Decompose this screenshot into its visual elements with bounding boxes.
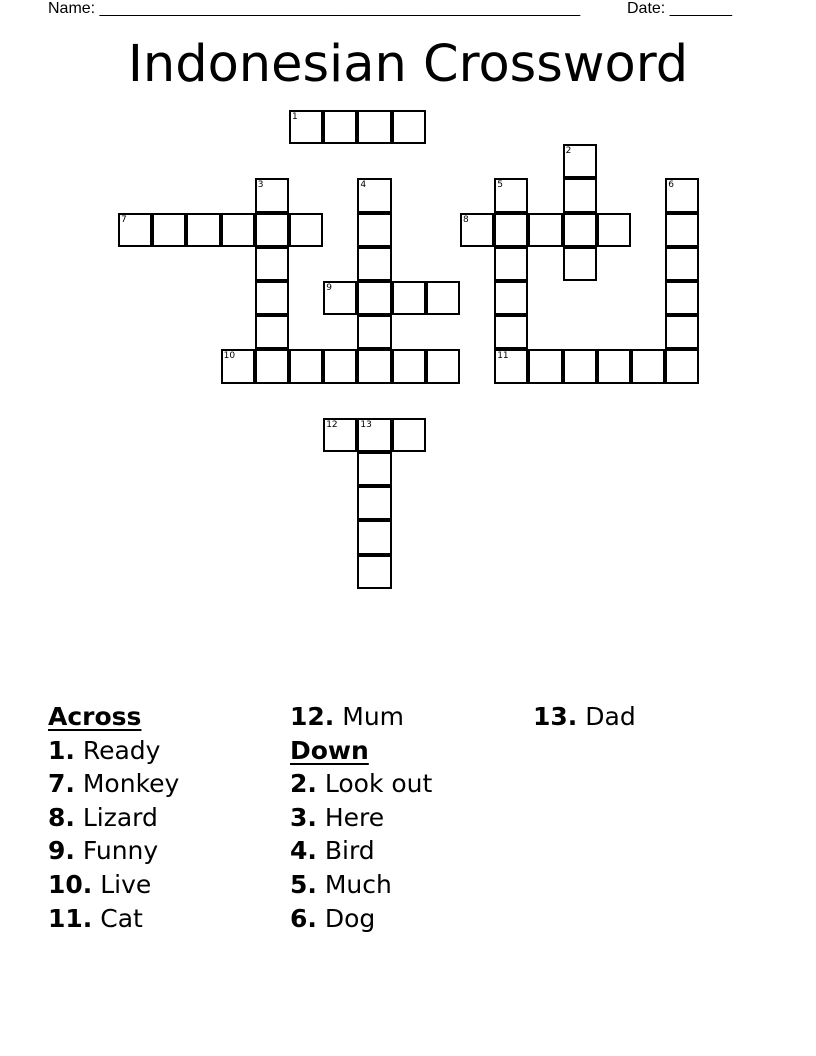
grid-cell[interactable] bbox=[528, 349, 562, 383]
clue-number: 9 bbox=[326, 283, 332, 293]
grid-cell[interactable] bbox=[323, 110, 357, 144]
grid-cell[interactable] bbox=[152, 213, 186, 247]
clue-across-12: 12. Mum bbox=[290, 702, 405, 731]
grid-cell[interactable] bbox=[357, 452, 391, 486]
grid-cell[interactable] bbox=[255, 178, 289, 212]
grid-cell[interactable] bbox=[357, 486, 391, 520]
grid-cell[interactable] bbox=[186, 213, 220, 247]
clue-down-5: 5. Much bbox=[290, 869, 392, 899]
clue-number: 13 bbox=[360, 419, 372, 430]
clue-number: 3 bbox=[257, 180, 264, 191]
grid-cell[interactable] bbox=[323, 418, 357, 452]
clue-across-8: 8. Lizard bbox=[48, 802, 158, 832]
clue-number: 11 bbox=[497, 351, 509, 362]
clue-across-11: 11. Cat bbox=[48, 903, 143, 933]
page-title: Indonesian Crossword bbox=[127, 35, 689, 94]
name-field: Name: ______________________________________________________ bbox=[48, 0, 581, 17]
clue-across-1: 1. Ready bbox=[48, 735, 161, 765]
grid-cell[interactable] bbox=[494, 281, 528, 315]
grid-cell[interactable] bbox=[357, 213, 391, 247]
grid-cell[interactable] bbox=[631, 349, 665, 383]
grid-cell[interactable] bbox=[392, 349, 426, 383]
grid-cell[interactable] bbox=[563, 247, 597, 281]
grid-cell[interactable] bbox=[494, 178, 528, 212]
clue-column-1 bbox=[48, 700, 179, 935]
grid-cell[interactable] bbox=[665, 213, 699, 247]
grid-cell[interactable] bbox=[563, 213, 597, 247]
grid-cell[interactable] bbox=[665, 349, 699, 383]
grid-cell[interactable] bbox=[392, 110, 426, 144]
grid-cell[interactable] bbox=[494, 315, 528, 349]
grid-cell[interactable] bbox=[357, 520, 391, 554]
grid-cell[interactable] bbox=[357, 281, 391, 315]
clue-across-10: 10. Live bbox=[48, 869, 152, 899]
across-heading: Across bbox=[48, 702, 142, 731]
grid-cell[interactable] bbox=[357, 178, 391, 212]
grid-cell[interactable] bbox=[357, 247, 391, 281]
grid-cell[interactable] bbox=[255, 247, 289, 281]
grid-cell[interactable] bbox=[665, 315, 699, 349]
clue-number: 6 bbox=[668, 180, 674, 191]
grid-cell[interactable] bbox=[597, 213, 631, 247]
clue-down-13: 13. Dad bbox=[533, 702, 636, 731]
grid-cell[interactable] bbox=[460, 213, 494, 247]
grid-cell[interactable] bbox=[563, 178, 597, 212]
grid-cell[interactable] bbox=[118, 213, 152, 247]
grid-cell[interactable] bbox=[392, 418, 426, 452]
grid-cell[interactable] bbox=[255, 315, 289, 349]
grid-cell[interactable] bbox=[357, 315, 391, 349]
clue-down-4: 4. Bird bbox=[290, 836, 375, 866]
grid-cell[interactable] bbox=[357, 418, 391, 452]
grid-cell[interactable] bbox=[665, 247, 699, 281]
clue-number: 5 bbox=[497, 180, 503, 191]
grid-cell[interactable] bbox=[221, 349, 255, 383]
clue-number: 1 bbox=[292, 112, 298, 122]
grid-cell[interactable] bbox=[289, 349, 323, 383]
grid-cell[interactable] bbox=[323, 349, 357, 383]
clue-down-6: 6. Dog bbox=[290, 903, 376, 933]
grid-cell[interactable] bbox=[597, 349, 631, 383]
down-heading: Down bbox=[290, 735, 369, 765]
grid-cell[interactable] bbox=[426, 281, 460, 315]
grid-cell[interactable] bbox=[323, 281, 357, 315]
clue-number: 7 bbox=[121, 214, 127, 225]
clue-column-2 bbox=[290, 700, 432, 935]
clue-down-3: 3. Here bbox=[290, 802, 385, 832]
grid-cell[interactable] bbox=[563, 144, 597, 178]
grid-cell[interactable] bbox=[528, 213, 562, 247]
grid-cell[interactable] bbox=[392, 281, 426, 315]
grid-cell[interactable] bbox=[494, 213, 528, 247]
grid-cell[interactable] bbox=[357, 110, 391, 144]
grid-cell[interactable] bbox=[289, 110, 323, 144]
grid-cell[interactable] bbox=[289, 213, 323, 247]
clue-column-3 bbox=[533, 700, 636, 734]
grid-cell[interactable] bbox=[563, 349, 597, 383]
clue-number: 12 bbox=[326, 419, 338, 430]
clue-down-2: 2. Look out bbox=[290, 769, 433, 799]
grid-cell[interactable] bbox=[494, 247, 528, 281]
grid-cell[interactable] bbox=[357, 555, 391, 589]
grid-cell[interactable] bbox=[426, 349, 460, 383]
clue-number: 4 bbox=[360, 180, 367, 191]
grid-cell[interactable] bbox=[221, 213, 255, 247]
grid-cell[interactable] bbox=[665, 178, 699, 212]
grid-cell[interactable] bbox=[255, 281, 289, 315]
grid-cell[interactable] bbox=[357, 349, 391, 383]
clue-number: 8 bbox=[463, 214, 469, 225]
grid-cell[interactable] bbox=[494, 349, 528, 383]
date-field: Date: _______ bbox=[627, 0, 732, 17]
grid-cell[interactable] bbox=[255, 349, 289, 383]
grid-cell[interactable] bbox=[665, 281, 699, 315]
clue-number: 10 bbox=[223, 351, 236, 362]
clue-across-7: 7. Monkey bbox=[48, 769, 180, 799]
clue-number: 2 bbox=[565, 146, 572, 157]
clue-across-9: 9. Funny bbox=[48, 836, 159, 866]
grid-cell[interactable] bbox=[255, 213, 289, 247]
